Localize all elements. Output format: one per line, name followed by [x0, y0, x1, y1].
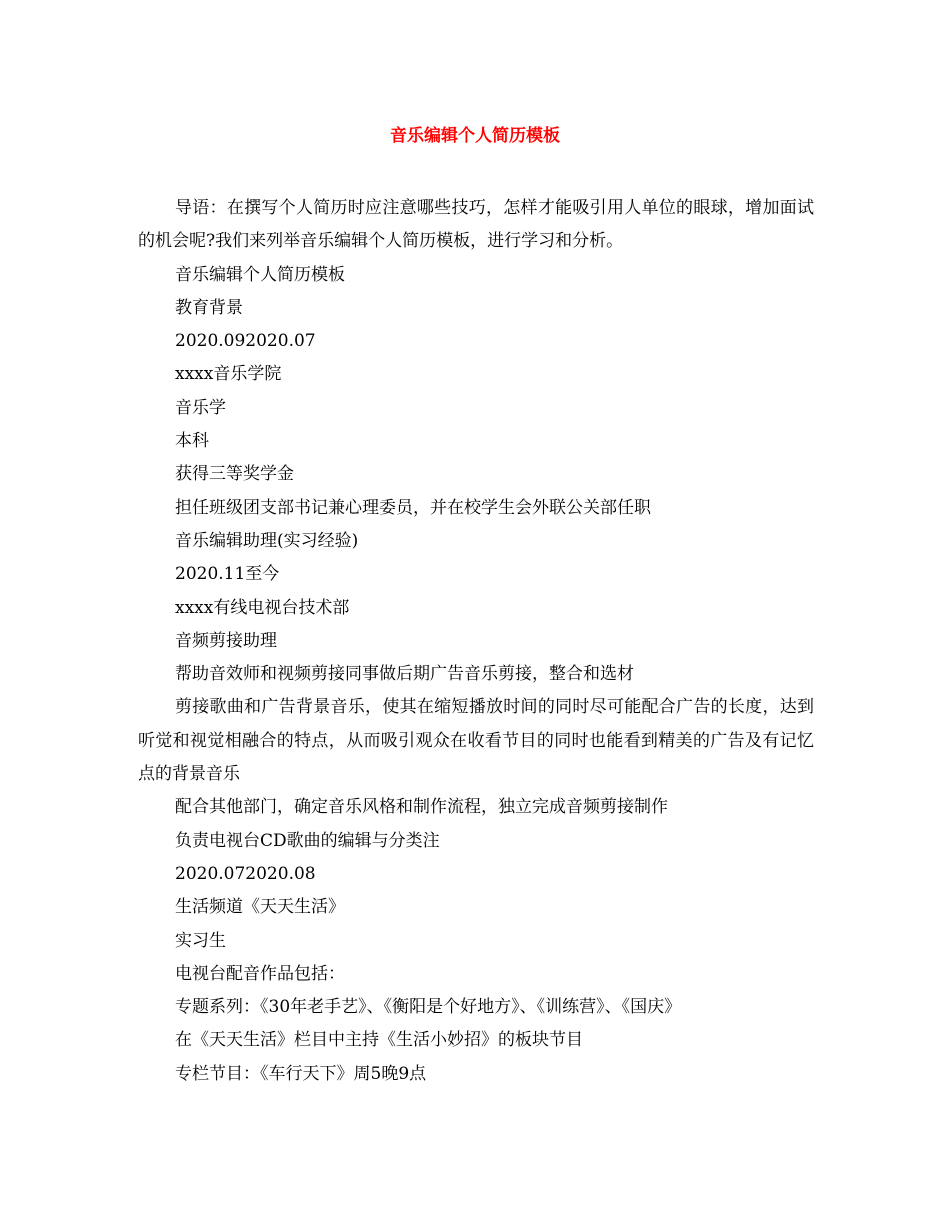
document-title: 音乐编辑个人简历模板 [390, 126, 560, 146]
paragraph: xxxx音乐学院 [175, 364, 282, 385]
paragraph: 本科 [175, 431, 209, 452]
paragraph: 帮助音效师和视频剪接同事做后期广告音乐剪接，整合和选材 [175, 664, 634, 685]
paragraph: 音频剪接助理 [175, 630, 277, 651]
document-body [138, 192, 814, 1091]
paragraph: 在《天天生活》栏目中主持《生活小妙招》的板块节目 [175, 1030, 583, 1051]
paragraph: 配合其他部门，确定音乐风格和制作流程，独立完成音频剪接制作 [175, 797, 668, 818]
paragraph: 负责电视台CD歌曲的编辑与分类注 [175, 830, 440, 851]
paragraph: 2020.092020.07 [175, 331, 316, 352]
paragraph: 生活频道《天天生活》 [175, 897, 345, 918]
section-heading: 音乐编辑助理(实习经验) [175, 530, 359, 551]
paragraph: 担任班级团支部书记兼心理委员，并在校学生会外联公关部任职 [175, 497, 651, 518]
paragraph: 音乐学 [175, 397, 226, 418]
paragraph: 获得三等奖学金 [175, 464, 294, 485]
paragraph: 导语：在撰写个人简历时应注意哪些技巧，怎样才能吸引用人单位的眼球，增加面试的机会呢?我们来列举音乐编辑个人简历模板，进行学习和分析。 [138, 198, 814, 252]
paragraph: 2020.072020.08 [175, 863, 316, 884]
paragraph: 实习生 [175, 930, 226, 951]
paragraph: 音乐编辑个人简历模板 [175, 264, 345, 285]
paragraph: 专栏节目：《车行天下》周5晚9点 [175, 1063, 427, 1084]
section-heading: 教育背景 [175, 297, 243, 318]
paragraph: xxxx有线电视台技术部 [175, 597, 350, 618]
paragraph: 电视台配音作品包括： [175, 963, 345, 984]
paragraph: 剪接歌曲和广告背景音乐，使其在缩短播放时间的同时尽可能配合广告的长度，达到听觉和视觉相融合的特点，从而吸引观众在收看节目的同时也能看到精美的广告及有记忆点的背景音乐 [138, 697, 814, 785]
paragraph: 专题系列：《30年老手艺》、《衡阳是个好地方》、《训练营》、《国庆》 [175, 997, 682, 1018]
paragraph: 2020.11至今 [175, 564, 280, 585]
